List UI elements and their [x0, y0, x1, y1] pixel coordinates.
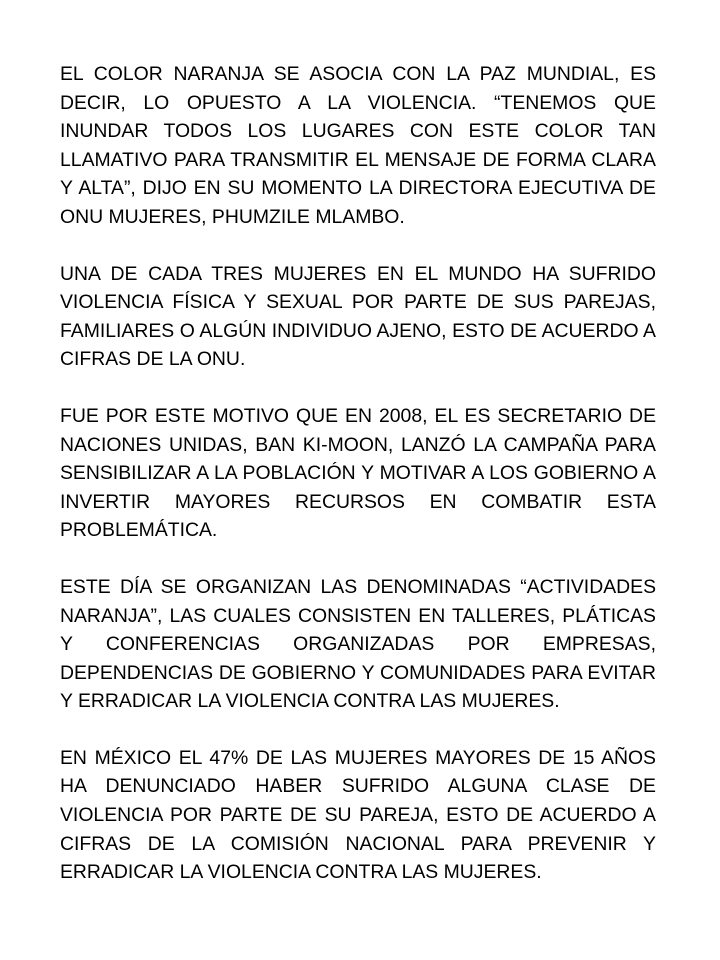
- paragraph-orange-color-meaning: EL COLOR NARANJA SE ASOCIA CON LA PAZ MUNDIAL, ES DECIR, LO OPUESTO A LA VIOLENCIA. “TENEMOS QUE INUNDAR TODOS LOS LUGARES CON ESTE COLOR TAN LLAMATIVO PARA TRANSMITIR EL MENSAJE DE FORMA CLARA Y ALTA”, DIJO EN SU MOMENTO LA DIRECTORA EJECUTIVA DE ONU MUJERES, PHUMZILE MLAMBO.: [60, 63, 656, 228]
- document-page: [60, 60, 656, 887]
- paragraph-mexico-statistics: EN MÉXICO EL 47% DE LAS MUJERES MAYORES DE 15 AÑOS HA DENUNCIADO HABER SUFRIDO ALGUNA CLASE DE VIOLENCIA POR PARTE DE SU PAREJA, ESTO DE ACUERDO A CIFRAS DE LA COMISIÓN NACIONAL PARA PREVENIR Y ERRADICAR LA VIOLENCIA CONTRA LAS MUJERES.: [60, 746, 656, 884]
- paragraph-campaign-origin-2008: FUE POR ESTE MOTIVO QUE EN 2008, EL ES SECRETARIO DE NACIONES UNIDAS, BAN KI-MOON, LANZÓ LA CAMPAÑA PARA SENSIBILIZAR A LA POBLACIÓN Y MOTIVAR A LOS GOBIERNO A INVERTIR MAYORES RECURSOS EN COMBATIR ESTA PROBLEMÁTICA.: [60, 404, 656, 542]
- paragraph-orange-activities: ESTE DÍA SE ORGANIZAN LAS DENOMINADAS “ACTIVIDADES NARANJA”, LAS CUALES CONSISTEN EN TALLERES, PLÁTICAS Y CONFERENCIAS ORGANIZADAS POR EMPRESAS, DEPENDENCIAS DE GOBIERNO Y COMUNIDADES PARA EVITAR Y ERRADICAR LA VIOLENCIA CONTRA LAS MUJERES.: [60, 575, 656, 713]
- paragraph-one-in-three-women: UNA DE CADA TRES MUJERES EN EL MUNDO HA SUFRIDO VIOLENCIA FÍSICA Y SEXUAL POR PARTE DE SUS PAREJAS, FAMILIARES O ALGÚN INDIVIDUO AJENO, ESTO DE ACUERDO A CIFRAS DE LA ONU.: [60, 262, 656, 371]
